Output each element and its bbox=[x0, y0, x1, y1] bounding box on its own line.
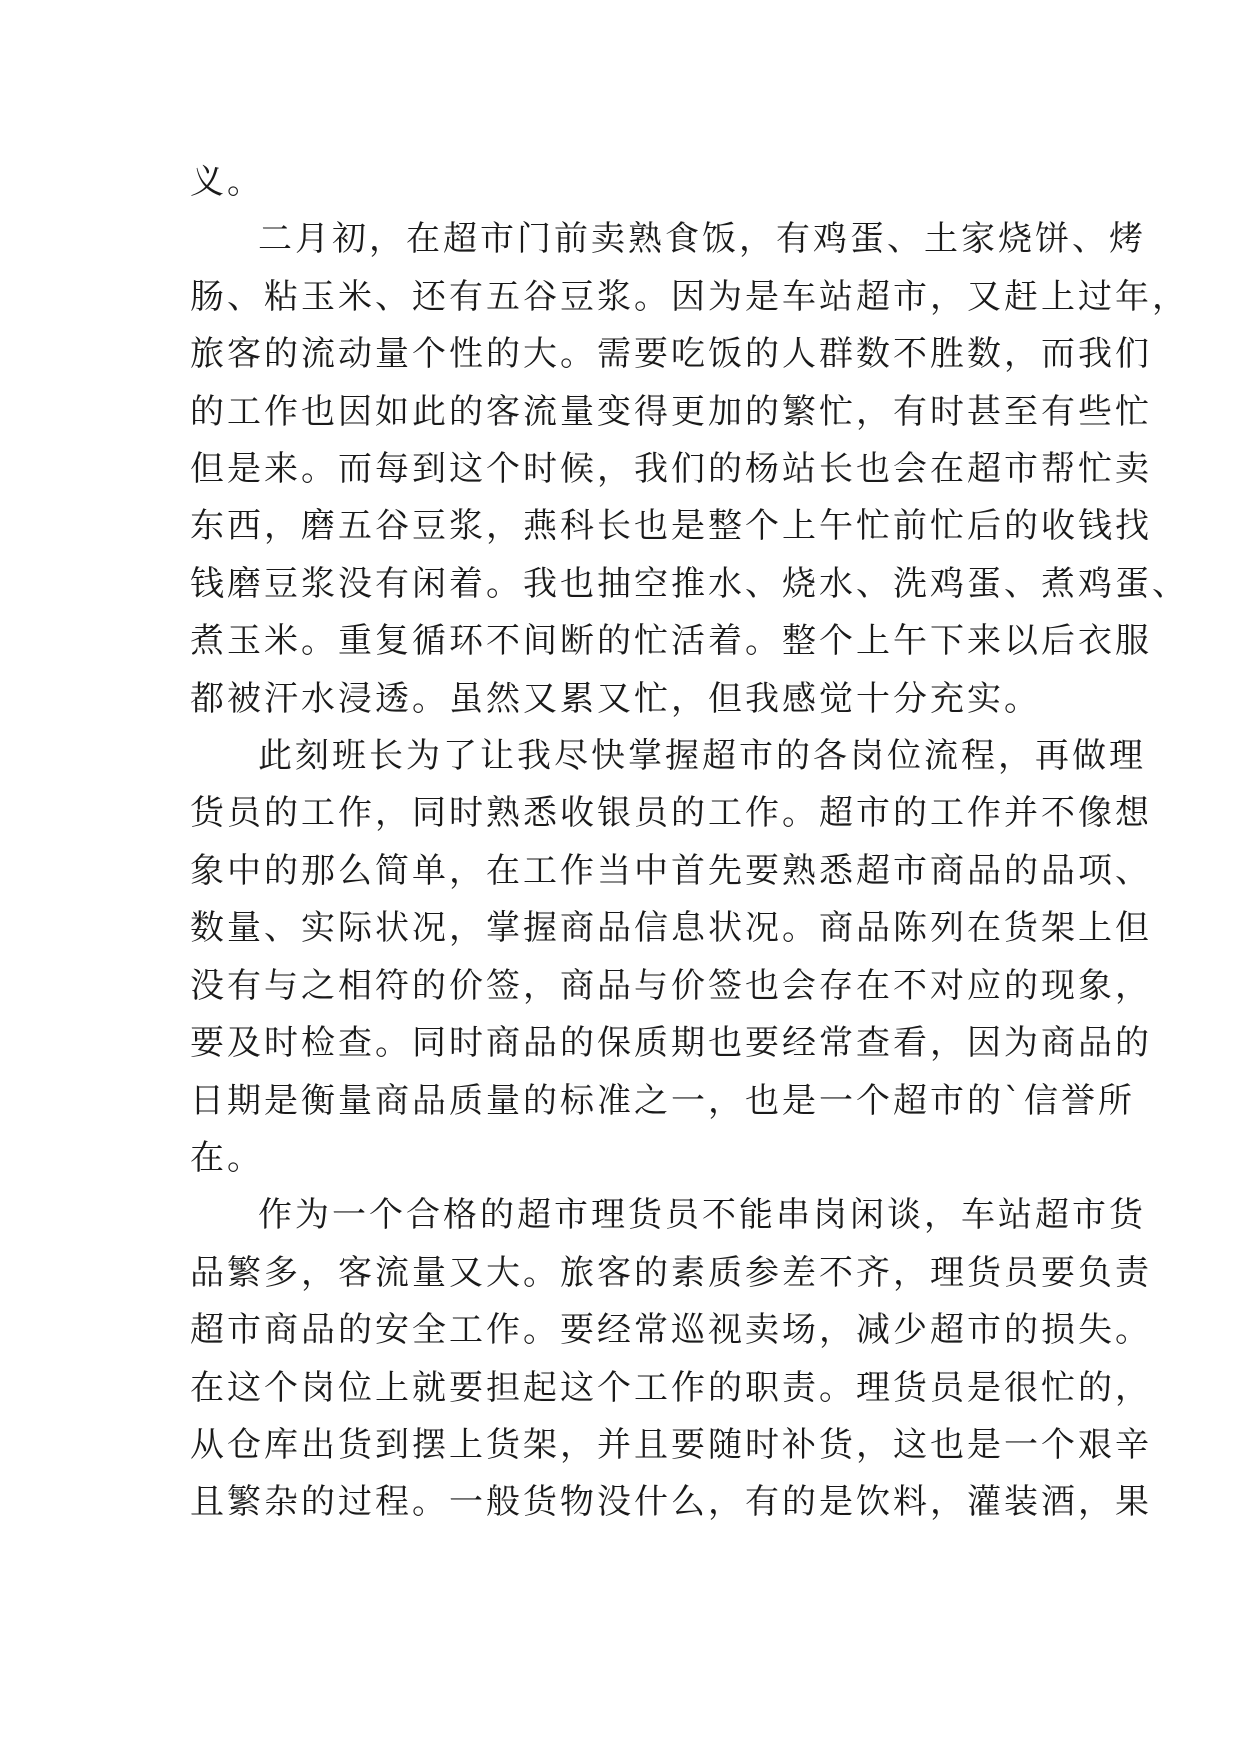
text-line: 东西，磨五谷豆浆，燕科长也是整个上午忙前忙后的收钱找 bbox=[190, 506, 1152, 547]
text-line: 义。 bbox=[190, 162, 264, 202]
body-text bbox=[190, 154, 1189, 1532]
paragraph-2 bbox=[190, 211, 1189, 728]
text-line: 日期是衡量商品质量的标准之一，也是一个超市的`信誉所 bbox=[190, 1080, 1135, 1121]
text-line: 货员的工作，同时熟悉收银员的工作。超市的工作并不像想 bbox=[190, 793, 1152, 834]
text-line: 但是来。而每到这个时候，我们的杨站长也会在超市帮忙卖 bbox=[190, 449, 1152, 490]
text-line: 且繁杂的过程。一般货物没什么，有的是饮料，灌装酒，果 bbox=[190, 1482, 1152, 1523]
text-line: 品繁多，客流量又大。旅客的素质参差不齐，理货员要负责 bbox=[190, 1252, 1152, 1293]
text-line: 没有与之相符的价签，商品与价签也会存在不对应的现象， bbox=[190, 965, 1152, 1006]
text-line: 二月初，在超市门前卖熟食饭，有鸡蛋、土家烧饼、烤 bbox=[258, 219, 1146, 260]
paragraph-3 bbox=[190, 728, 1152, 1187]
text-line: 肠、粘玉米、还有五谷豆浆。因为是车站超市，又赶上过年， bbox=[190, 276, 1189, 317]
text-line: 数量、实际状况，掌握商品信息状况。商品陈列在货架上但 bbox=[190, 908, 1152, 949]
text-line: 作为一个合格的超市理货员不能串岗闲谈，车站超市货 bbox=[258, 1195, 1146, 1236]
text-line: 都被汗水浸透。虽然又累又忙，但我感觉十分充实。 bbox=[190, 678, 1041, 719]
text-line: 要及时检查。同时商品的保质期也要经常查看，因为商品的 bbox=[190, 1023, 1152, 1064]
text-line: 的工作也因如此的客流量变得更加的繁忙，有时甚至有些忙 bbox=[190, 391, 1152, 432]
paragraph-1 bbox=[190, 154, 1058, 211]
text-line: 在这个岗位上就要担起这个工作的职责。理货员是很忙的， bbox=[190, 1367, 1152, 1408]
text-line: 象中的那么简单，在工作当中首先要熟悉超市商品的品项、 bbox=[190, 850, 1152, 891]
paragraph-4 bbox=[190, 1187, 1152, 1531]
text-line: 旅客的流动量个性的大。需要吃饭的人群数不胜数，而我们 bbox=[190, 334, 1152, 375]
text-line: 超市商品的安全工作。要经常巡视卖场，减少超市的损失。 bbox=[190, 1310, 1152, 1351]
text-line: 此刻班长为了让我尽快掌握超市的各岗位流程，再做理 bbox=[258, 736, 1146, 777]
text-line: 钱磨豆浆没有闲着。我也抽空推水、烧水、洗鸡蛋、煮鸡蛋、 bbox=[190, 563, 1189, 604]
text-line: 在。 bbox=[190, 1137, 264, 1178]
text-line: 煮玉米。重复循环不间断的忙活着。整个上午下来以后衣服 bbox=[190, 621, 1152, 662]
text-line: 从仓库出货到摆上货架，并且要随时补货，这也是一个艰辛 bbox=[190, 1424, 1152, 1465]
